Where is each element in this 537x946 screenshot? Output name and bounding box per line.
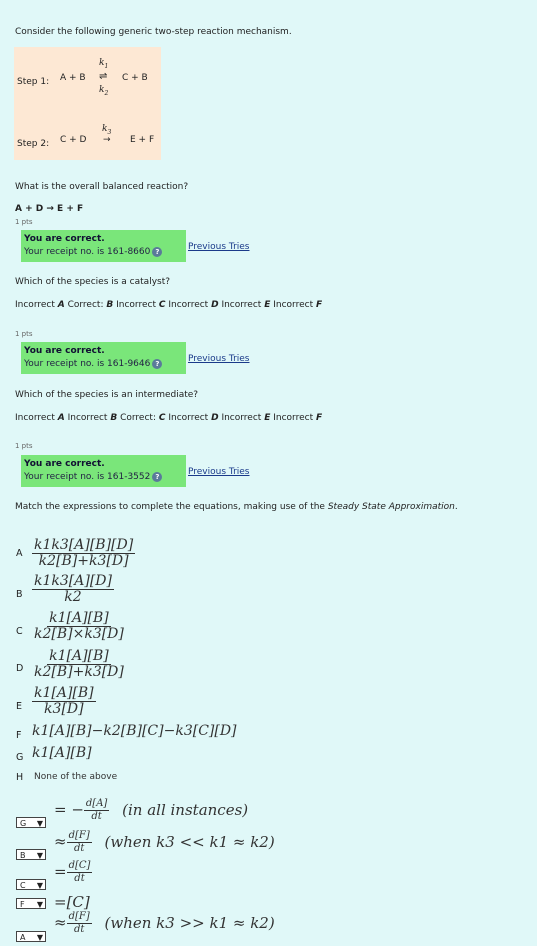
step2-kf: $k_3$ <box>102 124 112 136</box>
chevron-down-icon: ▼ <box>36 881 43 890</box>
option-f-expr: k1[A][B]−k2[B][C]−k3[C][D] <box>32 723 237 739</box>
q3-result: You are correct. <box>24 459 105 469</box>
option-d-expr: $\frac{k1[A][B]}{k2[B]+k3[D]}$ <box>34 648 124 680</box>
step1-kf: $k_1$ <box>99 58 109 70</box>
q1-feedback-box <box>21 230 186 262</box>
match-equation-5: ≈ $\frac{d[F]}{dt}$ (when k3 >> k1 ≈ k2) <box>54 911 275 935</box>
step1-reactants: A + B <box>60 73 86 83</box>
chevron-down-icon: ▼ <box>36 851 43 860</box>
step2-label: Step 2: <box>17 139 50 149</box>
match-equation-1: = − $\frac{d[A]}{dt}$ (in all instances) <box>54 798 249 822</box>
option-letter: G <box>16 752 24 763</box>
match-equation-4: =[C] <box>54 893 90 911</box>
chevron-down-icon: ▼ <box>36 819 43 828</box>
match-select-2[interactable]: B ▼ <box>16 849 46 860</box>
match-select-1[interactable]: G ▼ <box>16 817 46 828</box>
q4-instruction: Match the expressions to complete the equations, making use of the Steady State Approximation. <box>15 502 458 512</box>
step2-products: E + F <box>130 135 155 145</box>
q3-choices: Incorrect A Incorrect B Correct: C Incorrect D Incorrect E Incorrect F <box>15 413 323 423</box>
q1-result: You are correct. <box>24 234 105 244</box>
option-e-expr: $\frac{k1[A][B]}{k3[D]}$ <box>34 685 94 717</box>
q2-result: You are correct. <box>24 346 105 356</box>
option-c-expr: $\frac{k1[A][B]}{k2[B]\times k3[D]}$ <box>34 610 124 642</box>
match-equation-3: = $\frac{d[C]}{dt}$ <box>54 860 91 884</box>
option-letter: A <box>16 548 23 559</box>
q3-previous-tries-link[interactable]: Previous Tries <box>188 467 250 477</box>
option-letter: F <box>16 730 22 741</box>
step1-products: C + B <box>122 73 148 83</box>
q2-previous-tries-link[interactable]: Previous Tries <box>188 354 250 364</box>
option-letter: H <box>16 772 24 783</box>
option-letter: E <box>16 701 23 712</box>
option-letter: B <box>16 589 23 600</box>
help-icon[interactable]: ? <box>152 247 162 257</box>
chevron-down-icon: ▼ <box>36 933 43 942</box>
q1-points: 1 pts <box>15 218 33 226</box>
step2-reactants: C + D <box>60 135 87 145</box>
help-icon[interactable]: ? <box>152 472 162 482</box>
match-select-5[interactable]: A ▼ <box>16 931 46 942</box>
option-g-expr: k1[A][B] <box>32 745 92 761</box>
step1-kr: $k_2$ <box>99 85 109 97</box>
q2-feedback-box <box>21 342 186 374</box>
q2-points: 1 pts <box>15 330 33 338</box>
chevron-down-icon: ▼ <box>36 900 43 909</box>
q1-answer: A + D → E + F <box>15 204 84 214</box>
step1-label: Step 1: <box>17 77 50 87</box>
step2-arrow: → <box>103 135 111 145</box>
help-icon[interactable]: ? <box>152 359 162 369</box>
option-letter: C <box>16 626 23 637</box>
q3-points: 1 pts <box>15 442 33 450</box>
match-select-3[interactable]: C ▼ <box>16 879 46 890</box>
q3-receipt: Your receipt no. is 161-3552 <box>24 472 151 482</box>
q3-question: Which of the species is an intermediate? <box>15 390 199 400</box>
option-h-text: None of the above <box>34 772 118 782</box>
q2-receipt: Your receipt no. is 161-9646 <box>24 359 151 369</box>
intro-text: Consider the following generic two-step reaction mechanism. <box>15 27 292 37</box>
option-letter: D <box>16 663 24 674</box>
match-select-4[interactable]: F ▼ <box>16 898 46 909</box>
q1-receipt: Your receipt no. is 161-8660 <box>24 247 151 257</box>
option-b-expr: $\frac{k1k3[A][D]}{k2}$ <box>34 573 112 605</box>
option-a-expr: $\frac{k1k3[A][B][D]}{k2[B]+k3[D]}$ <box>34 537 134 569</box>
q3-feedback-box <box>21 455 186 487</box>
q1-question: What is the overall balanced reaction? <box>15 182 189 192</box>
step1-arrow: ⇌ <box>99 71 108 82</box>
q2-question: Which of the species is a catalyst? <box>15 277 171 287</box>
q1-previous-tries-link[interactable]: Previous Tries <box>188 242 250 252</box>
mechanism-box <box>14 47 161 160</box>
q2-choices: Incorrect A Correct: B Incorrect C Incorrect D Incorrect E Incorrect F <box>15 300 323 310</box>
match-equation-2: ≈ $\frac{d[F]}{dt}$ (when k3 << k1 ≈ k2) <box>54 830 275 854</box>
